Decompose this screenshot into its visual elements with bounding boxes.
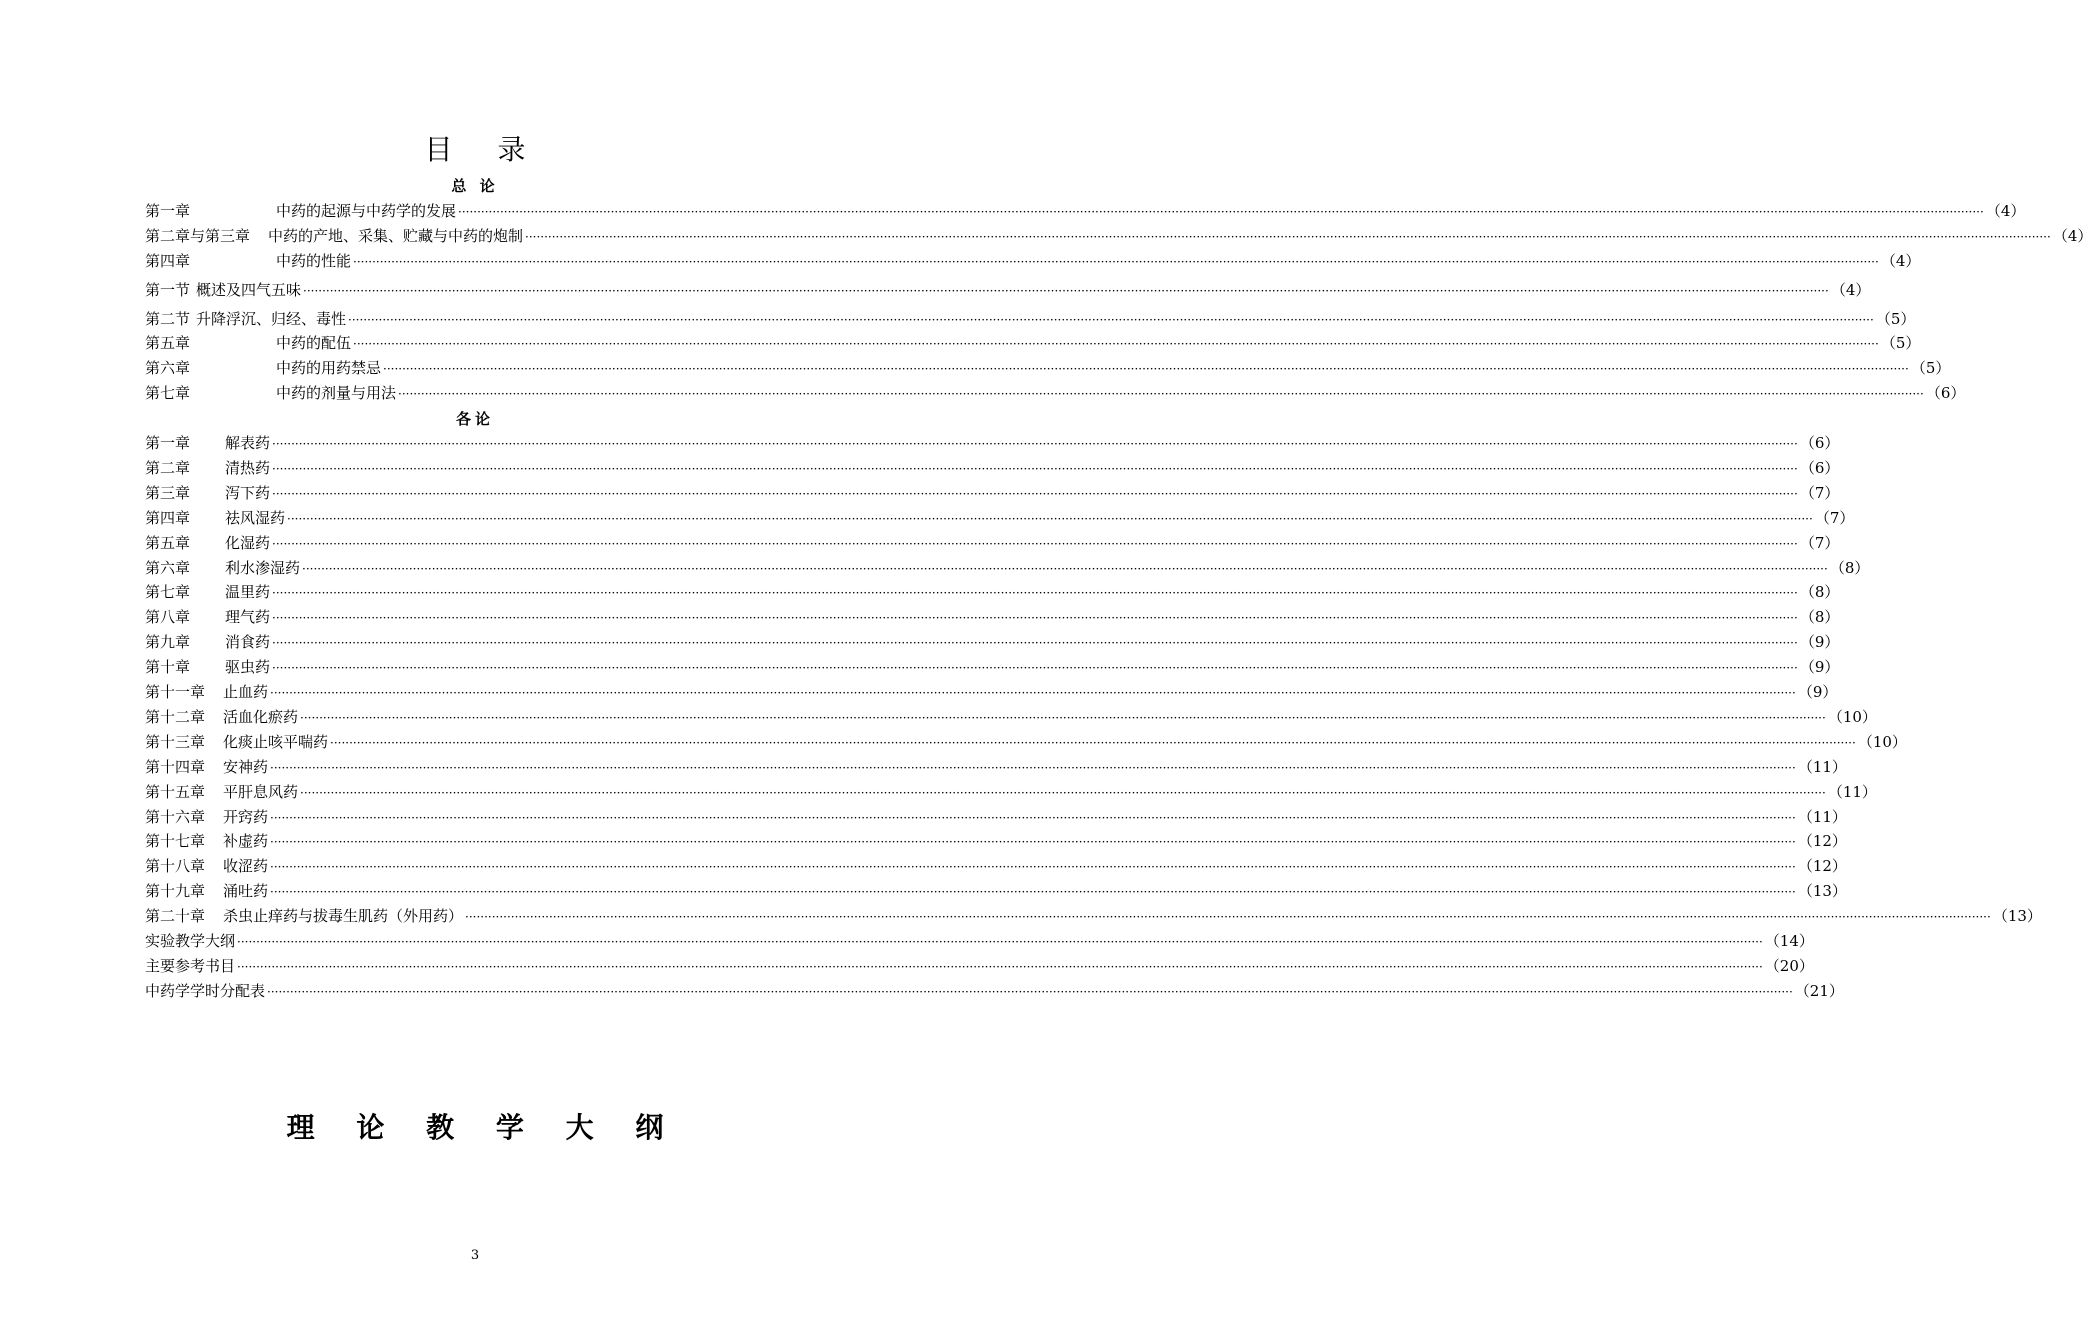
specific-section-heading: 各论 xyxy=(455,410,494,428)
toc-chapter-number: 第二章 xyxy=(145,459,191,477)
toc-leader-dots: ················································································································································································································································································································································································································ xyxy=(398,387,1924,401)
toc-entry-title: 止血药 xyxy=(223,683,269,701)
toc-chapter-number: 第七章 xyxy=(145,384,191,402)
toc-leader-dots: ················································································································································································································································································································································································································ xyxy=(270,811,1796,825)
toc-chapter-number: 第九章 xyxy=(145,633,191,651)
toc-page-number: （9） xyxy=(1799,658,1840,676)
toc-entry-title: 驱虫药 xyxy=(225,658,271,676)
toc-page-number: （10） xyxy=(1827,708,1877,726)
toc-chapter-number: 第八章 xyxy=(145,608,191,626)
toc-entry-title: 中药的用药禁忌 xyxy=(276,359,382,377)
toc-entry-title: 主要参考书目 xyxy=(145,957,236,975)
toc-row[interactable] xyxy=(145,308,1916,330)
toc-page-number: （13） xyxy=(1797,882,1847,900)
toc-row[interactable] xyxy=(145,382,1966,404)
toc-chapter-number: 第十七章 xyxy=(145,832,206,850)
toc-page-number: （7） xyxy=(1799,534,1840,552)
toc-chapter-number: 第十四章 xyxy=(145,758,206,776)
toc-row[interactable] xyxy=(145,200,2026,222)
toc-page-number: （20） xyxy=(1764,957,1814,975)
toc-page-number: （12） xyxy=(1797,832,1847,850)
toc-leader-dots: ················································································································································································································································································································································································································ xyxy=(287,512,1813,526)
toc-page-number: （5） xyxy=(1910,359,1951,377)
toc-chapter-number: 第六章 xyxy=(145,559,191,577)
toc-page-number: （11） xyxy=(1797,808,1847,826)
toc-row[interactable] xyxy=(145,581,1840,603)
toc-leader-dots: ················································································································································································································································································································································································································ xyxy=(237,960,1763,974)
toc-row[interactable] xyxy=(145,357,1951,379)
toc-row[interactable] xyxy=(145,507,1855,529)
toc-leader-dots: ················································································································································································································································································································································································································ xyxy=(270,835,1796,849)
toc-page-number: （4） xyxy=(1985,202,2026,220)
toc-leader-dots: ················································································································································································································································································································································································································ xyxy=(272,611,1798,625)
toc-row[interactable] xyxy=(145,557,1870,579)
toc-entry-title: 解表药 xyxy=(225,434,271,452)
toc-entry-title: 温里药 xyxy=(225,583,271,601)
toc-leader-dots: ················································································································································································································································································································································································································ xyxy=(270,686,1796,700)
toc-leader-dots: ················································································································································································································································································································································································································ xyxy=(303,284,1829,298)
toc-entry-title: 祛风湿药 xyxy=(225,509,286,527)
toc-page-number: （10） xyxy=(1857,733,1907,751)
toc-row[interactable] xyxy=(145,532,1840,554)
toc-leader-dots: ················································································································································································································································································································································································································ xyxy=(330,736,1856,750)
toc-entry-title: 化湿药 xyxy=(225,534,271,552)
toc-page-number: （21） xyxy=(1794,982,1844,1000)
toc-chapter-number: 第五章 xyxy=(145,334,191,352)
toc-row[interactable] xyxy=(145,706,1877,728)
toc-entry-title: 概述及四气五味 xyxy=(196,281,302,299)
main-heading: 理 论 教 学 大 纲 xyxy=(286,1111,680,1144)
toc-page-number: （5） xyxy=(1880,334,1921,352)
toc-entry-title: 开窍药 xyxy=(223,808,269,826)
toc-leader-dots: ················································································································································································································································································································································································································ xyxy=(383,362,1909,376)
toc-leader-dots: ················································································································································································································································································································································································································ xyxy=(525,230,2051,244)
toc-entry-title: 清热药 xyxy=(225,459,271,477)
toc-leader-dots: ················································································································································································································································································································································································································ xyxy=(270,761,1796,775)
toc-page-number: （6） xyxy=(1925,384,1966,402)
toc-chapter-number: 第十二章 xyxy=(145,708,206,726)
toc-chapter-number: 第十三章 xyxy=(145,733,206,751)
toc-entry-title: 杀虫止痒药与拔毒生肌药（外用药） xyxy=(223,907,464,925)
toc-chapter-number: 第二章与第三章 xyxy=(145,227,251,245)
toc-row[interactable] xyxy=(145,830,1847,852)
toc-leader-dots: ················································································································································································································································································································································································································ xyxy=(300,711,1826,725)
toc-leader-dots: ················································································································································································································································································································································································································ xyxy=(302,562,1828,576)
toc-entry-title: 安神药 xyxy=(223,758,269,776)
toc-row[interactable] xyxy=(145,980,1844,1002)
toc-leader-dots: ················································································································································································································································································································································································································ xyxy=(272,586,1798,600)
toc-entry-title: 泻下药 xyxy=(225,484,271,502)
toc-leader-dots: ················································································································································································································································································································································································································ xyxy=(272,537,1798,551)
toc-row[interactable] xyxy=(145,432,1840,454)
toc-chapter-number: 第十八章 xyxy=(145,857,206,875)
toc-leader-dots: ················································································································································································································································································································································································································ xyxy=(272,636,1798,650)
toc-row[interactable] xyxy=(145,955,1814,977)
toc-page-number: （5） xyxy=(1875,310,1916,328)
toc-page-number: （12） xyxy=(1797,857,1847,875)
toc-entry-title: 中药的产地、采集、贮藏与中药的炮制 xyxy=(268,227,524,245)
toc-page-number: （8） xyxy=(1799,583,1840,601)
toc-title: 目 录 xyxy=(424,133,544,166)
toc-row[interactable] xyxy=(145,225,2092,247)
toc-row[interactable] xyxy=(145,855,1847,877)
toc-row[interactable] xyxy=(145,250,1921,272)
toc-leader-dots: ················································································································································································································································································································································································································ xyxy=(465,910,1991,924)
toc-page-number: （6） xyxy=(1799,434,1840,452)
toc-entry-title: 消食药 xyxy=(225,633,271,651)
toc-entry-title: 中药的起源与中药学的发展 xyxy=(276,202,457,220)
toc-row[interactable] xyxy=(145,631,1840,653)
toc-leader-dots: ················································································································································································································································································································································································································ xyxy=(300,786,1826,800)
toc-row[interactable] xyxy=(145,731,1907,753)
toc-page-number: （4） xyxy=(2052,227,2092,245)
toc-page-number: （13） xyxy=(1992,907,2042,925)
general-section-heading: 总 论 xyxy=(451,177,499,195)
toc-page-number: （4） xyxy=(1880,252,1921,270)
toc-chapter-number: 第七章 xyxy=(145,583,191,601)
toc-chapter-number: 第十五章 xyxy=(145,783,206,801)
toc-page-number: （8） xyxy=(1829,559,1870,577)
toc-entry-title: 升降浮沉、归经、毒性 xyxy=(196,310,347,328)
toc-leader-dots: ················································································································································································································································································································································································································ xyxy=(272,487,1798,501)
toc-row[interactable] xyxy=(145,656,1840,678)
toc-entry-title: 中药的剂量与用法 xyxy=(276,384,397,402)
toc-chapter-number: 第十章 xyxy=(145,658,191,676)
toc-entry-title: 补虚药 xyxy=(223,832,269,850)
toc-entry-title: 中药的性能 xyxy=(276,252,352,270)
toc-entry-title: 平肝息风药 xyxy=(223,783,299,801)
toc-row[interactable] xyxy=(145,606,1840,628)
toc-chapter-number: 第三章 xyxy=(145,484,191,502)
toc-leader-dots: ················································································································································································································································································································································································································ xyxy=(272,661,1798,675)
toc-chapter-number: 第五章 xyxy=(145,534,191,552)
toc-leader-dots: ················································································································································································································································································································································································································ xyxy=(272,462,1798,476)
toc-row[interactable] xyxy=(145,781,1877,803)
toc-row[interactable] xyxy=(145,681,1838,703)
toc-page-number: （7） xyxy=(1799,484,1840,502)
toc-entry-title: 利水渗湿药 xyxy=(225,559,301,577)
toc-entry-title: 实验教学大纲 xyxy=(145,932,236,950)
toc-chapter-number: 第十九章 xyxy=(145,882,206,900)
toc-page-number: （4） xyxy=(1830,281,1871,299)
toc-leader-dots: ················································································································································································································································································································································································································ xyxy=(270,860,1796,874)
toc-leader-dots: ················································································································································································································································································································································································································ xyxy=(353,255,1879,269)
toc-chapter-number: 第六章 xyxy=(145,359,191,377)
toc-row[interactable] xyxy=(145,482,1840,504)
toc-row[interactable] xyxy=(145,332,1921,354)
toc-entry-title: 中药学学时分配表 xyxy=(145,982,266,1000)
toc-chapter-number: 第四章 xyxy=(145,252,191,270)
toc-entry-title: 涌吐药 xyxy=(223,882,269,900)
toc-leader-dots: ················································································································································································································································································································································································································ xyxy=(237,935,1763,949)
toc-entry-title: 中药的配伍 xyxy=(276,334,352,352)
toc-leader-dots: ················································································································································································································································································································································································································ xyxy=(458,205,1984,219)
toc-row[interactable] xyxy=(145,457,1840,479)
toc-page-number: （9） xyxy=(1797,683,1838,701)
toc-leader-dots: ················································································································································································································································································································································································································ xyxy=(353,337,1879,351)
toc-entry-title: 理气药 xyxy=(225,608,271,626)
toc-page-number: （8） xyxy=(1799,608,1840,626)
toc-page-number: （11） xyxy=(1827,783,1877,801)
toc-row[interactable] xyxy=(145,905,2042,927)
toc-leader-dots: ················································································································································································································································································································································································································ xyxy=(348,313,1874,327)
toc-page-number: （7） xyxy=(1814,509,1855,527)
toc-entry-title: 活血化瘀药 xyxy=(223,708,299,726)
toc-page-number: （14） xyxy=(1764,932,1814,950)
toc-row[interactable] xyxy=(145,756,1847,778)
toc-chapter-number: 第一章 xyxy=(145,434,191,452)
toc-entry-title: 化痰止咳平喘药 xyxy=(223,733,329,751)
toc-leader-dots: ················································································································································································································································································································································································································ xyxy=(270,885,1796,899)
toc-leader-dots: ················································································································································································································································································································································································································ xyxy=(267,985,1793,999)
toc-chapter-number: 第二十章 xyxy=(145,907,206,925)
toc-page-number: （6） xyxy=(1799,459,1840,477)
toc-chapter-number: 第一章 xyxy=(145,202,191,220)
toc-row[interactable] xyxy=(145,806,1847,828)
toc-leader-dots: ················································································································································································································································································································································································································ xyxy=(272,437,1798,451)
page-number: 3 xyxy=(470,1248,480,1263)
toc-row[interactable] xyxy=(145,930,1814,952)
toc-chapter-number: 第一节 xyxy=(145,281,191,299)
toc-row[interactable] xyxy=(145,279,1871,301)
toc-chapter-number: 第十一章 xyxy=(145,683,206,701)
toc-page-number: （9） xyxy=(1799,633,1840,651)
toc-row[interactable] xyxy=(145,880,1847,902)
toc-chapter-number: 第十六章 xyxy=(145,808,206,826)
toc-entry-title: 收涩药 xyxy=(223,857,269,875)
toc-page-number: （11） xyxy=(1797,758,1847,776)
toc-chapter-number: 第二节 xyxy=(145,310,191,328)
toc-chapter-number: 第四章 xyxy=(145,509,191,527)
